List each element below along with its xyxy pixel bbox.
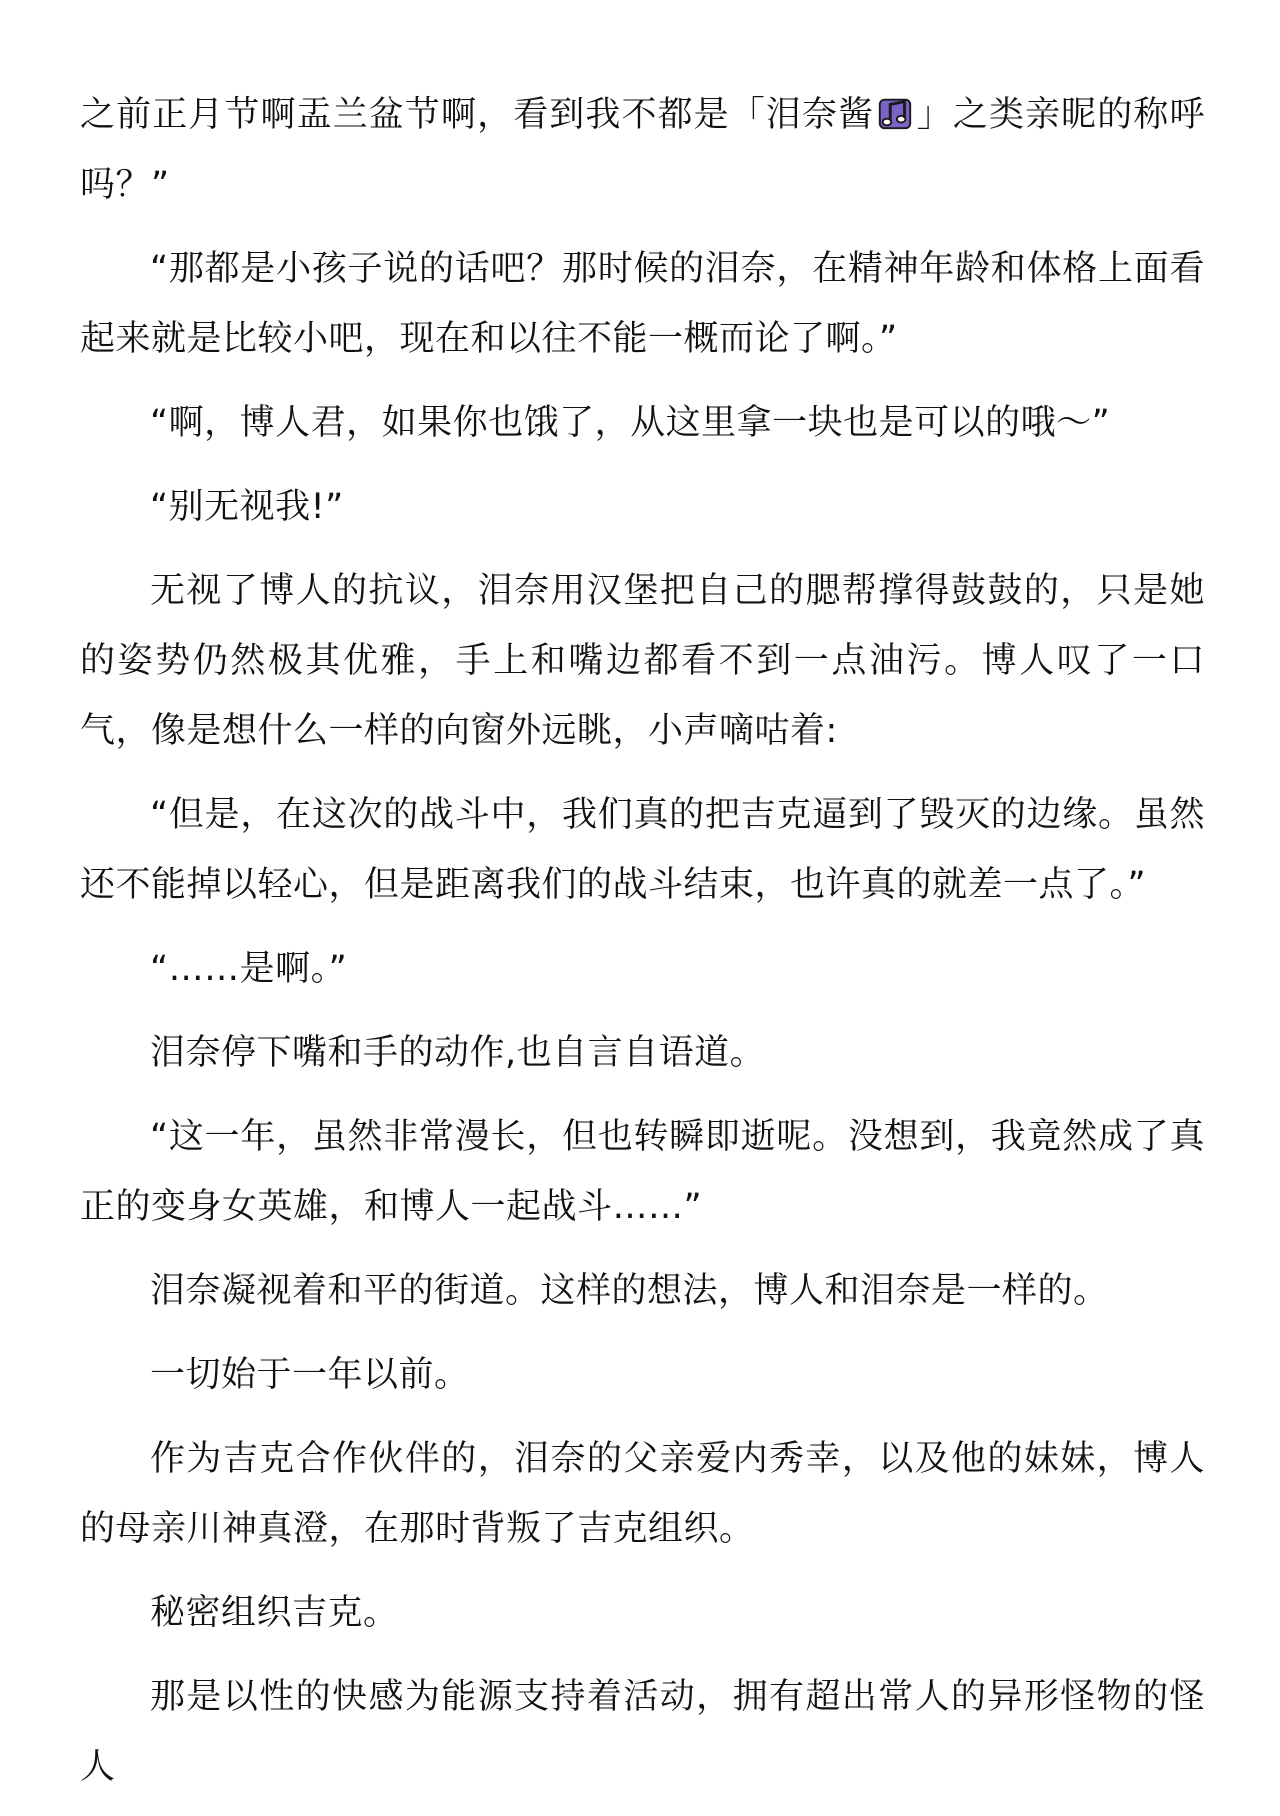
paragraph-5: 无视了博人的抗议，泪奈用汉堡把自己的腮帮撑得鼓鼓的，只是她的姿势仍然极其优雅，手上和嘴边都看不到一点油污。博人叹了一口气，像是想什么一样的向窗外远眺，小声嘀咕着: xyxy=(80,571,1205,751)
music-note-icon xyxy=(876,94,914,132)
paragraph-2: “那都是小孩子说的话吧？那时候的泪奈，在精神年龄和体格上面看起来就是比较小吧，现在和以往不能一概而论了啊。” xyxy=(80,249,1205,359)
paragraph-11: 一切始于一年以前。 xyxy=(150,1355,470,1395)
paragraph-12: 作为吉克合作伙伴的，泪奈的父亲爱内秀幸，以及他的妹妹，博人的母亲川神真澄，在那时背叛了吉克组织。 xyxy=(80,1439,1205,1549)
paragraph-4: “别无视我!” xyxy=(150,487,344,527)
paragraph-14: 那是以性的快感为能源支持着活动，拥有超出常人的异形怪物的怪人 xyxy=(80,1677,1205,1787)
paragraph-9: “这一年，虽然非常漫长，但也转瞬即逝呢。没想到，我竟然成了真正的变身女英雄，和博人一起战斗……” xyxy=(80,1117,1205,1227)
paragraph-1-text-start: 之前正月节啊盂兰盆节啊，看到我不都是「泪奈酱 xyxy=(80,95,875,135)
paragraph-1-text-end: 」之类亲昵的称呼吗？” xyxy=(80,95,1205,205)
paragraph-6: “但是，在这次的战斗中，我们真的把吉克逼到了毁灭的边缘。虽然还不能掉以轻心，但是距离我们的战斗结束，也许真的就差一点了。” xyxy=(80,795,1205,905)
paragraph-7: “……是啊。” xyxy=(150,949,348,989)
paragraph-10: 泪奈凝视着和平的街道。这样的想法，博人和泪奈是一样的。 xyxy=(150,1271,1109,1311)
paragraph-1 xyxy=(80,80,1205,220)
paragraph-13: 秘密组织吉克。 xyxy=(150,1593,399,1633)
paragraph-3: “啊，博人君，如果你也饿了，从这里拿一块也是可以的哦～” xyxy=(150,403,1111,443)
novel-text xyxy=(80,80,1205,1816)
paragraph-8: 泪奈停下嘴和手的动作,也自言自语道。 xyxy=(150,1033,766,1073)
